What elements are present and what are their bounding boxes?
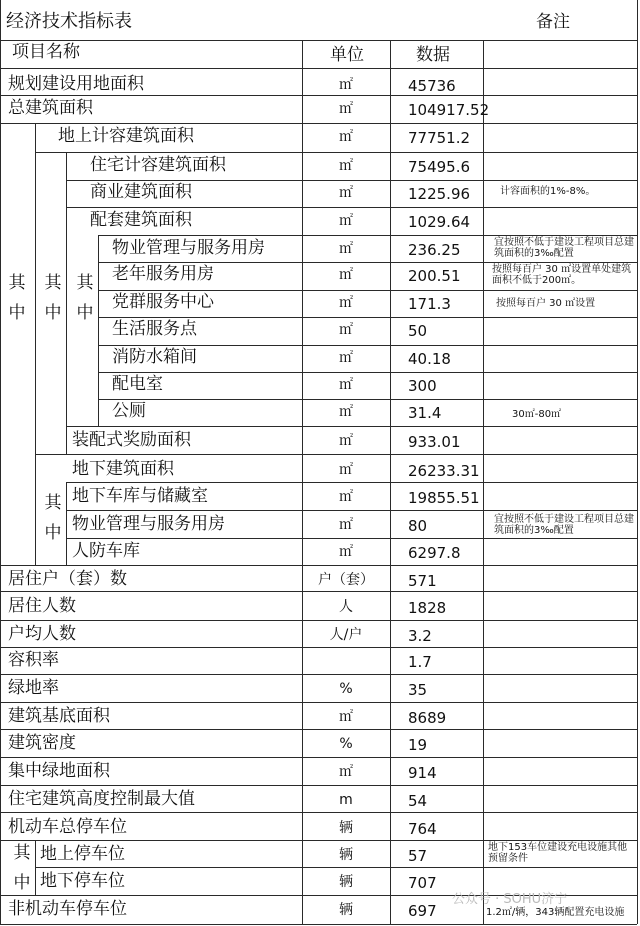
grid-rule: [98, 262, 637, 263]
row-unit: 人: [339, 599, 353, 615]
row-unit: 辆: [339, 820, 353, 836]
row-note: 30㎡-80㎡: [512, 409, 562, 420]
row-value: 54: [408, 792, 428, 810]
row-value: 40.18: [408, 350, 451, 368]
row-value: 26233.31: [408, 462, 480, 480]
row-note: 1.2㎡/辆，343辆配置充电设施: [486, 907, 625, 918]
row-label: 装配式奖励面积: [72, 430, 191, 450]
row-unit: ㎡: [339, 517, 353, 533]
grid-rule: [35, 454, 637, 455]
grid-rule: [0, 0, 1, 924]
row-label: 建筑密度: [8, 733, 76, 753]
row-unit: ㎡: [339, 322, 353, 338]
row-unit: 辆: [339, 902, 353, 918]
grid-rule: [98, 345, 637, 346]
row-label: 物业管理与服务用房: [112, 238, 265, 258]
row-value: 1029.64: [408, 213, 471, 231]
row-label: 地上计容建筑面积: [58, 126, 194, 146]
group-label-underground: 其 中: [44, 493, 62, 543]
row-label: 物业管理与服务用房: [72, 514, 225, 534]
grid-rule: [0, 68, 637, 69]
grid-rule: [0, 924, 637, 925]
row-label: 集中绿地面积: [8, 761, 110, 781]
row-note: 计容面积的1%-8%。: [500, 186, 596, 197]
grid-rule: [0, 674, 637, 675]
row-value: 57: [408, 847, 428, 865]
row-unit: ㎡: [339, 77, 353, 93]
grid-rule: [66, 538, 637, 539]
row-note: 宜按照不低于建设工程项目总建筑面积的3‰配置: [494, 237, 634, 259]
header-value: 数据: [416, 45, 450, 65]
group-label-level2: 其 中: [44, 273, 62, 323]
grid-rule: [0, 620, 637, 621]
row-unit: ㎡: [339, 489, 353, 505]
row-unit: %: [339, 681, 353, 697]
row-unit: ㎡: [339, 462, 353, 478]
table-title: 经济技术指标表: [6, 11, 132, 32]
row-value: 104917.52: [408, 101, 490, 119]
row-unit: ㎡: [339, 158, 353, 174]
grid-rule: [0, 591, 637, 592]
row-value: 236.25: [408, 241, 461, 259]
row-label: 商业建筑面积: [90, 182, 192, 202]
row-label: 人防车库: [72, 541, 140, 561]
row-unit: 人/户: [329, 627, 363, 643]
grid-rule: [0, 647, 637, 648]
row-value: 1.7: [408, 653, 432, 671]
grid-rule: [66, 510, 637, 511]
row-label: 绿地率: [8, 678, 59, 698]
grid-rule: [0, 123, 637, 124]
row-value: 1828: [408, 599, 447, 617]
row-unit: %: [339, 736, 353, 752]
row-value: 19855.51: [408, 489, 480, 507]
row-unit: ㎡: [339, 544, 353, 560]
row-value: 914: [408, 764, 437, 782]
group-label-level1: 其 中: [8, 273, 26, 323]
grid-rule: [35, 123, 36, 565]
row-value: 707: [408, 874, 437, 892]
row-label: 容积率: [8, 650, 59, 670]
row-unit: 辆: [339, 847, 353, 863]
row-label: 住宅计容建筑面积: [90, 155, 226, 175]
grid-rule: [66, 180, 637, 181]
grid-rule: [0, 812, 637, 813]
row-unit: ㎡: [339, 709, 353, 725]
row-unit: ㎡: [339, 404, 353, 420]
row-label: 老年服务用房: [112, 264, 214, 284]
row-label: 居住人数: [8, 596, 76, 616]
row-unit: 辆: [339, 874, 353, 890]
row-label: 配电室: [112, 374, 163, 394]
grid-rule: [66, 482, 67, 565]
watermark: 公众号 · SOHU济宁: [452, 892, 568, 907]
row-value: 75495.6: [408, 158, 471, 176]
header-name: 项目名称: [12, 42, 80, 62]
grid-rule: [98, 399, 637, 400]
row-value: 764: [408, 820, 437, 838]
row-label: 非机动车停车位: [8, 899, 127, 919]
grid-rule: [98, 235, 637, 236]
row-value: 45736: [408, 77, 456, 95]
row-unit: ㎡: [339, 377, 353, 393]
row-value: 200.51: [408, 267, 461, 285]
row-value: 697: [408, 902, 437, 920]
grid-rule: [98, 317, 637, 318]
row-unit: m: [339, 792, 353, 808]
row-label: 住宅建筑高度控制最大值: [8, 789, 195, 809]
grid-rule: [66, 207, 637, 208]
row-note: 按照每百户 30 ㎡设置单处建筑面积不低于200㎡。: [492, 264, 632, 286]
row-value: 31.4: [408, 404, 442, 422]
row-value: 6297.8: [408, 544, 461, 562]
grid-rule: [66, 482, 637, 483]
row-unit: ㎡: [339, 764, 353, 780]
grid-rule: [0, 729, 637, 730]
grid-rule: [66, 152, 67, 454]
row-value: 8689: [408, 709, 447, 727]
row-label: 地下建筑面积: [72, 459, 174, 479]
row-label: 党群服务中心: [112, 292, 214, 312]
row-value: 19: [408, 736, 428, 754]
row-label: 总建筑面积: [8, 98, 93, 118]
row-note: 宜按照不低于建设工程项目总建筑面积的3‰配置: [494, 514, 634, 536]
row-value: 50: [408, 322, 428, 340]
grid-rule: [98, 290, 637, 291]
row-unit: ㎡: [339, 267, 353, 283]
row-unit: ㎡: [339, 433, 353, 449]
row-label: 消防水箱间: [112, 347, 197, 367]
row-label: 户均人数: [8, 624, 76, 644]
row-label: 机动车总停车位: [8, 817, 127, 837]
row-value: 933.01: [408, 433, 461, 451]
row-value: 571: [408, 572, 437, 590]
row-value: 171.3: [408, 295, 451, 313]
row-unit: ㎡: [339, 185, 353, 201]
grid-rule: [483, 40, 484, 924]
row-label: 地下车库与储藏室: [72, 486, 208, 506]
grid-rule: [35, 867, 637, 868]
grid-rule: [0, 840, 637, 841]
grid-rule: [0, 702, 637, 703]
header-unit: 单位: [330, 45, 364, 65]
grid-rule: [98, 372, 637, 373]
row-unit: ㎡: [339, 295, 353, 311]
group-label-level3: 其 中: [76, 273, 94, 323]
row-unit: ㎡: [339, 129, 353, 145]
row-unit: 户（套）: [318, 572, 374, 588]
row-value: 1225.96: [408, 185, 471, 203]
row-label: 生活服务点: [112, 319, 197, 339]
row-value: 35: [408, 681, 428, 699]
grid-rule: [0, 40, 637, 41]
row-value: 77751.2: [408, 129, 471, 147]
grid-rule: [0, 785, 637, 786]
row-label: 建筑基底面积: [8, 706, 110, 726]
row-value: 3.2: [408, 627, 432, 645]
row-unit: ㎡: [339, 241, 353, 257]
grid-rule: [0, 565, 637, 566]
row-label: 配套建筑面积: [90, 210, 192, 230]
row-label: 规划建设用地面积: [8, 74, 144, 94]
row-label: 地下停车位: [40, 871, 125, 891]
grid-rule: [98, 235, 99, 426]
grid-rule: [390, 40, 391, 924]
row-unit: ㎡: [339, 213, 353, 229]
row-note: 地下153车位建设充电设施其他预留条件: [488, 842, 628, 864]
row-label: 地上停车位: [40, 844, 125, 864]
grid-rule: [35, 840, 36, 895]
row-unit: ㎡: [339, 350, 353, 366]
row-label: 居住户（套）数: [8, 569, 127, 589]
grid-rule: [66, 426, 637, 427]
grid-rule: [637, 0, 638, 924]
row-value: 80: [408, 517, 428, 535]
row-note: 按照每百户 30 ㎡设置: [496, 298, 596, 309]
group-label-parking: 其 中: [13, 843, 31, 893]
grid-rule: [0, 757, 637, 758]
grid-rule: [35, 152, 637, 153]
row-label: 公厕: [112, 401, 146, 421]
row-value: 300: [408, 377, 437, 395]
grid-rule: [0, 95, 637, 96]
row-unit: ㎡: [339, 101, 353, 117]
remarks-header: 备注: [536, 12, 570, 32]
